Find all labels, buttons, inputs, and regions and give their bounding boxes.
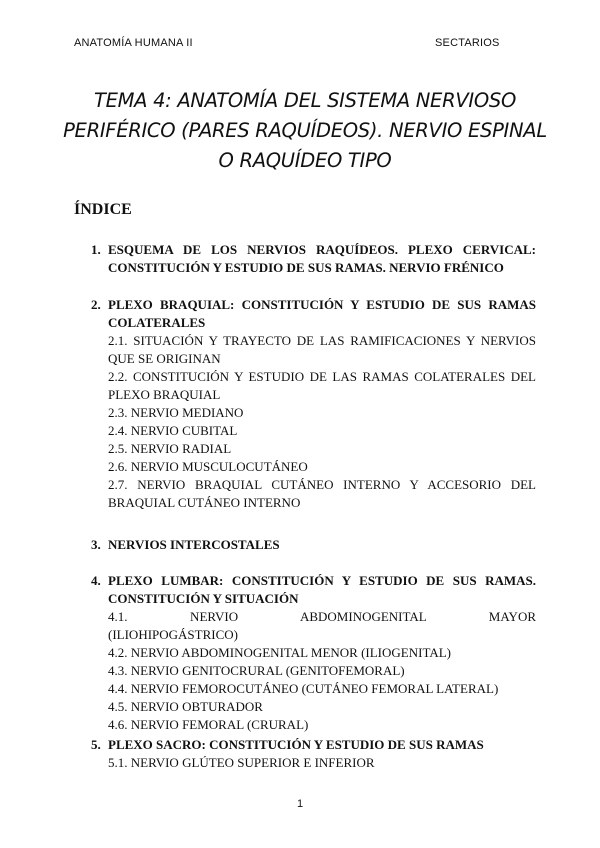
section-title: ESQUEMA DE LOS NERVIOS RAQUÍDEOS. PLEXO CERVICAL: CONSTITUCIÓN Y ESTUDIO DE SUS RAMAS. NERVIO FRÉNICO (108, 242, 536, 275)
index-item: 4.5. NERVIO OBTURADOR (108, 699, 263, 714)
index-item: 2.7. NERVIO BRAQUIAL CUTÁNEO INTERNO Y ACCESORIO DEL BRAQUIAL CUTÁNEO INTERNO (108, 477, 536, 510)
section-heading (91, 536, 536, 554)
section-title: PLEXO BRAQUIAL: CONSTITUCIÓN Y ESTUDIO DE SUS RAMAS COLATERALES (108, 297, 536, 330)
section-number: 1. (91, 242, 101, 257)
section-heading (91, 572, 536, 608)
section-heading (91, 736, 536, 754)
section-title: PLEXO SACRO: CONSTITUCIÓN Y ESTUDIO DE SUS RAMAS (108, 737, 484, 752)
running-header-right: SECTARIOS (435, 37, 500, 49)
index-section-3 (91, 536, 536, 554)
index-section-1 (91, 241, 536, 277)
index-item: 4.4. NERVIO FEMOROCUTÁNEO (CUTÁNEO FEMORAL LATERAL) (108, 681, 499, 696)
index-item: (ILIOHIPOGÁSTRICO) (108, 627, 238, 642)
title-line: O RAQUÍDEO TIPO (218, 149, 392, 172)
title-line: TEMA 4: ANATOMÍA DEL SISTEMA NERVIOSO (93, 89, 516, 112)
section-number: 2. (91, 297, 101, 312)
index-section-2 (91, 296, 536, 512)
index-item: 2.2. CONSTITUCIÓN Y ESTUDIO DE LAS RAMAS COLATERALES DEL PLEXO BRAQUIAL (108, 369, 536, 402)
index-section-4 (91, 572, 536, 734)
index-item: 2.5. NERVIO RADIAL (108, 441, 232, 456)
section-title: PLEXO LUMBAR: CONSTITUCIÓN Y ESTUDIO DE SUS RAMAS. CONSTITUCIÓN Y SITUACIÓN (108, 573, 536, 606)
index-item: 2.4. NERVIO CUBITAL (108, 423, 238, 438)
section-number: 4. (91, 573, 101, 588)
index-item: 4.1. NERVIO ABDOMINOGENITAL MAYOR (108, 609, 536, 624)
index-item: 4.3. NERVIO GENITOCRURAL (GENITOFEMORAL) (108, 663, 405, 678)
index-item: 4.6. NERVIO FEMORAL (CRURAL) (108, 717, 309, 732)
section-number: 5. (91, 737, 101, 752)
running-header-left: ANATOMÍA HUMANA II (74, 37, 193, 49)
index-item: 2.6. NERVIO MUSCULOCUTÁNEO (108, 459, 308, 474)
index-heading: ÍNDICE (74, 201, 132, 218)
index-section-5 (91, 736, 536, 772)
section-heading (91, 241, 536, 277)
index-item: 2.1. SITUACIÓN Y TRAYECTO DE LAS RAMIFICACIONES Y NERVIOS QUE SE ORIGINAN (108, 333, 536, 366)
index-item: 4.2. NERVIO ABDOMINOGENITAL MENOR (ILIOGENITAL) (108, 645, 452, 660)
index-item: 5.1. NERVIO GLÚTEO SUPERIOR E INFERIOR (108, 755, 375, 770)
document-title (60, 86, 550, 176)
page-number: 1 (296, 798, 304, 810)
index-item: 2.3. NERVIO MEDIANO (108, 405, 244, 420)
section-number: 3. (91, 537, 101, 552)
section-heading (91, 296, 536, 332)
section-title: NERVIOS INTERCOSTALES (108, 537, 280, 552)
title-line: PERIFÉRICO (PARES RAQUÍDEOS). NERVIO ESPINAL (63, 119, 547, 142)
